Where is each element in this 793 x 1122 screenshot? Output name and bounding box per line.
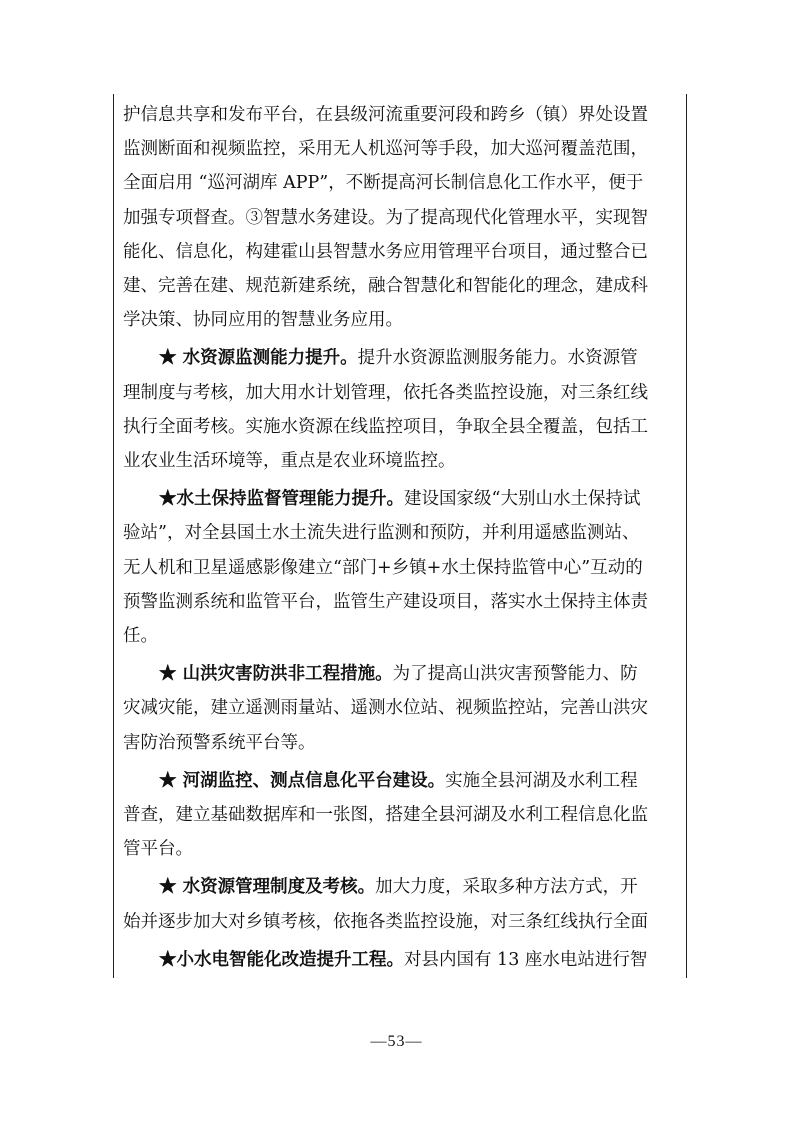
text-line xyxy=(123,346,675,370)
text-line xyxy=(123,521,675,545)
text-line xyxy=(123,875,675,899)
text-line xyxy=(123,415,675,439)
text-line xyxy=(123,769,675,793)
body-text: 始并逐步加大对乡镇考核，依拖各类监控设施，对三条红线执行全面 xyxy=(123,912,648,932)
body-text: 管平台。 xyxy=(123,839,193,859)
text-line xyxy=(123,381,675,405)
text-line xyxy=(123,308,675,332)
section-heading: ★小水电智能化改造提升工程。 xyxy=(159,950,404,970)
text-line xyxy=(123,696,675,720)
section-heading: ★ 河湖监控、测点信息化平台建设。 xyxy=(159,771,446,791)
text-line xyxy=(123,731,675,755)
text-line xyxy=(123,803,675,827)
body-text: 提升水资源监测服务能力。水资源管 xyxy=(357,348,638,368)
text-line xyxy=(123,137,675,161)
text-line xyxy=(123,274,675,298)
text-line xyxy=(123,948,675,972)
text-line xyxy=(123,449,675,473)
body-text: 学决策、协同应用的智慧业务应用。 xyxy=(123,310,403,330)
text-line xyxy=(123,662,675,686)
text-line xyxy=(123,556,675,580)
body-text: 对县内国有 13 座水电站进行智 xyxy=(404,950,648,970)
text-line xyxy=(123,590,675,614)
body-text: 监测断面和视频监控，采用无人机巡河等手段，加大巡河覆盖范围， xyxy=(123,139,648,159)
body-text: 加强专项督查。③智慧水务建设。为了提高现代化管理水平，实现智 xyxy=(123,208,648,228)
text-line xyxy=(123,103,675,127)
text-line xyxy=(123,171,675,195)
body-text: 建设国家级“大别山水土保持试 xyxy=(404,489,641,509)
text-line xyxy=(123,487,675,511)
section-heading: ★ 山洪灾害防洪非工程措施。 xyxy=(159,664,393,684)
text-line xyxy=(123,240,675,264)
section-heading: ★水土保持监督管理能力提升。 xyxy=(159,489,404,509)
body-text: 理制度与考核，加大用水计划管理，依托各类监控设施，对三条红线 xyxy=(123,383,648,403)
body-text: 验站”，对全县国土水土流失进行监测和预防，并利用遥感监测站、 xyxy=(123,523,640,543)
body-text: 建、完善在建、规范新建系统，融合智慧化和智能化的理念，建成科 xyxy=(123,276,648,296)
body-text: 业农业生活环境等，重点是农业环境监控。 xyxy=(123,451,456,471)
page-number: —53— xyxy=(370,1033,423,1050)
text-line xyxy=(123,910,675,934)
text-line xyxy=(123,624,675,648)
body-text: 普查，建立基础数据库和一张图，搭建全县河湖及水利工程信息化监 xyxy=(123,805,648,825)
body-text: 护信息共享和发布平台，在县级河流重要河段和跨乡（镇）界处设置 xyxy=(123,105,648,125)
body-text: 全面启用 “巡河湖库 APP”，不断提高河长制信息化工作水平，便于 xyxy=(123,173,644,193)
section-heading: ★ 水资源监测能力提升。 xyxy=(159,348,358,368)
body-text: 无人机和卫星遥感影像建立“部门+乡镇+水土保持监管中心”互动的 xyxy=(123,558,643,578)
text-line xyxy=(123,837,675,861)
body-text: 为了提高山洪灾害预警能力、防 xyxy=(392,664,638,684)
body-text: 害防治预警系统平台等。 xyxy=(123,733,316,753)
body-text: 加大力度，采取多种方法方式，开 xyxy=(375,877,638,897)
body-text: 实施全县河湖及水利工程 xyxy=(445,771,638,791)
text-line xyxy=(123,206,675,230)
section-heading: ★ 水资源管理制度及考核。 xyxy=(159,877,376,897)
body-text: 任。 xyxy=(123,626,158,646)
body-text: 预警监测系统和监管平台，监管生产建设项目，落实水土保持主体责 xyxy=(123,592,648,612)
body-text: 能化、信息化，构建霍山县智慧水务应用管理平台项目，通过整合已 xyxy=(123,242,648,262)
body-text: 执行全面考核。实施水资源在线监控项目，争取全县全覆盖，包括工 xyxy=(123,417,648,437)
body-text: 灾减灾能，建立遥测雨量站、遥测水位站、视频监控站，完善山洪灾 xyxy=(123,698,648,718)
